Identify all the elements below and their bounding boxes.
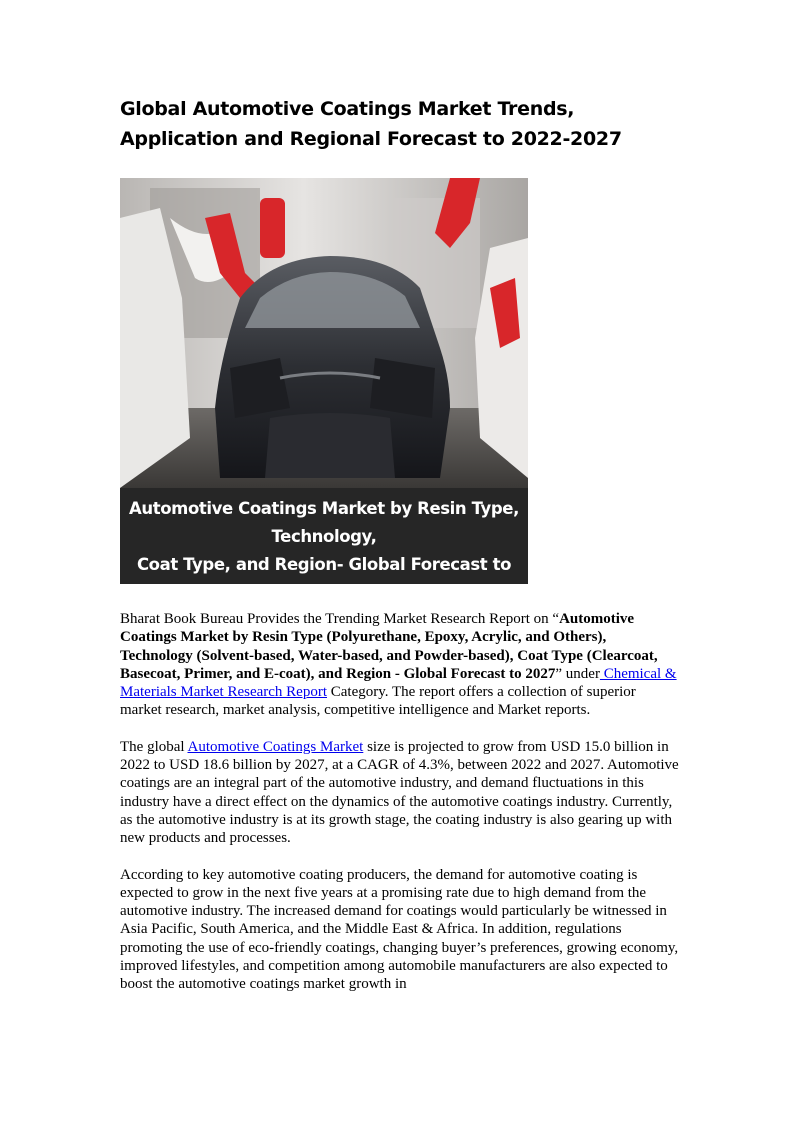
market-text-post: size is projected to grow from USD 15.0 billion in 2022 to USD 18.6 billion by 2027, at a CAGR of 4.3%, between 2022 and 2027. Automotive coatings are an integral part of the automotive industry, and demand fluctuations in this industry have a direct effect on the dynamics of the automotive coatings industry. Currently, as the automotive industry is at its growth stage, the coating industry is also gearing up with new products and processes. xyxy=(120,738,679,847)
car-front xyxy=(265,413,395,478)
banner-line-1: Automotive Coatings Market by Resin Type, Technology, xyxy=(129,499,519,546)
title-line-2: Application and Regional Forecast to 2022-2027 xyxy=(120,128,622,150)
category-link[interactable]: Chemical & Materials Market Research Report xyxy=(120,665,677,701)
report-title-bold: Automotive Coatings Market by Resin Type (Polyurethane, Epoxy, Acrylic, and Others), Technology (Solvent-based, Water-based, and Powder-based), Coat Type (Clearcoat, Basecoat, Primer, and E-coat), and Region - Global Forecast to 2027 xyxy=(120,611,658,682)
hero-image xyxy=(120,178,528,584)
intro-text-post: Category. The report offers a collection of superior market research, market analysis, competitive intelligence and Market reports. xyxy=(120,684,636,719)
market-text-pre: The global xyxy=(120,738,188,755)
intro-text-pre: Bharat Book Bureau Provides the Trending Market Research Report on “ xyxy=(120,611,560,627)
page-title xyxy=(120,94,680,154)
banner-line-2: Coat Type, and Region- Global Forecast to xyxy=(136,555,512,574)
factory-photo xyxy=(120,178,528,488)
market-link[interactable]: Automotive Coatings Market xyxy=(187,738,364,755)
article-body xyxy=(120,610,680,1012)
paragraph-demand: According to key automotive coating producers, the demand for automotive coating is expected to grow in the next five years at a promising rate due to high demand from the automotive industry. The increased demand for coatings would particularly be witnessed in Asia Pacific, South America, and the Middle East & Africa. In addition, regulations promoting the use of eco-friendly coatings, changing buyer’s preferences, growing economy, improved lifestyles, and competition among automobile manufacturers are also expected to boost the automotive coatings market growth in xyxy=(120,866,679,993)
left-spray-gun xyxy=(260,198,285,258)
car-wheel-well-right xyxy=(370,358,435,418)
intro-text-mid: ” under xyxy=(555,665,600,682)
title-line-1: Global Automotive Coatings Market Trends, xyxy=(120,98,575,120)
report-banner xyxy=(120,488,528,584)
paragraph-market-size xyxy=(120,738,680,848)
car-wheel-well-left xyxy=(230,358,290,418)
paragraph-intro xyxy=(120,610,680,720)
